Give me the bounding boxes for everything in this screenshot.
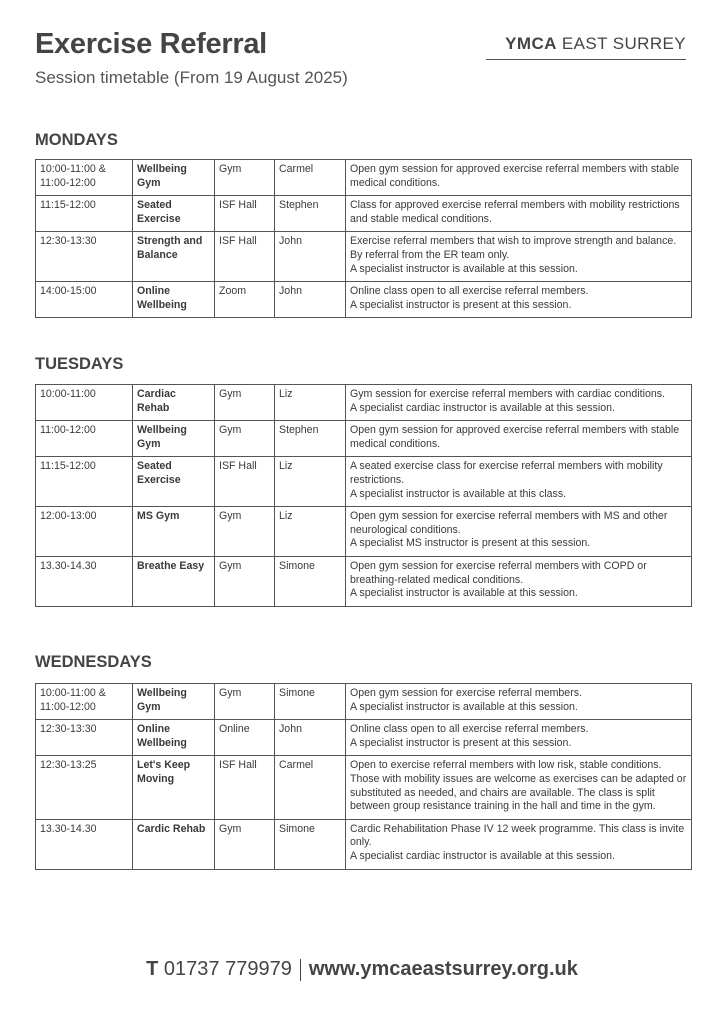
- session-time: 12:30-13:30: [36, 232, 133, 282]
- session-time: 11:15-12:00: [36, 196, 133, 232]
- session-time: 12:30-13:25: [36, 756, 133, 819]
- table-row: [36, 160, 692, 196]
- table-row: [36, 421, 692, 457]
- table-row: [36, 556, 692, 606]
- session-instructor: Stephen: [275, 421, 346, 457]
- description-line: By referral from the ER team only.: [350, 248, 510, 261]
- session-time: 14:00-15:00: [36, 282, 133, 318]
- session-description: [346, 756, 692, 819]
- session-instructor: John: [275, 720, 346, 756]
- session-name: Strength and Balance: [133, 232, 215, 282]
- session-description: [346, 282, 692, 318]
- description-line: Class for approved exercise referral members with mobility restrictions and stable medical conditions.: [350, 199, 680, 225]
- description-line: Cardic Rehabilitation Phase IV 12 week programme. This class is invite only.: [350, 822, 685, 849]
- session-instructor: Liz: [275, 385, 346, 421]
- description-line: A specialist instructor is available at this session.: [350, 587, 578, 600]
- day-heading-tuesday: TUESDAYS: [35, 355, 124, 373]
- brand-rest: EAST SURREY: [561, 34, 686, 53]
- tuesday-table: [35, 384, 692, 607]
- table-row: [36, 196, 692, 232]
- session-name: MS Gym: [133, 507, 215, 557]
- session-name: Seated Exercise: [133, 196, 215, 232]
- session-location: Gym: [215, 507, 275, 557]
- table-row: [36, 819, 692, 869]
- session-name: Wellbeing Gym: [133, 684, 215, 720]
- phone-label: T: [146, 958, 159, 980]
- session-description: [346, 684, 692, 720]
- session-instructor: Carmel: [275, 756, 346, 819]
- monday-table: [35, 159, 692, 318]
- session-location: Gym: [215, 421, 275, 457]
- session-description: [346, 819, 692, 869]
- session-time: 12:00-13:00: [36, 507, 133, 557]
- session-location: Gym: [215, 556, 275, 606]
- description-line: Open gym session for exercise referral members with COPD or breathing-related medical conditions.: [350, 559, 647, 586]
- session-description: [346, 556, 692, 606]
- session-instructor: Liz: [275, 507, 346, 557]
- session-description: [346, 507, 692, 557]
- session-time: 10:00-11:00 & 11:00-12:00: [36, 160, 133, 196]
- brand-bold: YMCA: [505, 34, 557, 53]
- description-line: Open gym session for approved exercise referral members with stable medical conditions.: [350, 163, 680, 189]
- session-instructor: Simone: [275, 819, 346, 869]
- table-row: [36, 684, 692, 720]
- wednesday-table: [35, 683, 692, 870]
- session-location: ISF Hall: [215, 196, 275, 232]
- session-location: ISF Hall: [215, 756, 275, 819]
- table-row: [36, 385, 692, 421]
- description-line: Exercise referral members that wish to improve strength and balance.: [350, 235, 677, 248]
- description-line: A specialist instructor is present at this session.: [350, 298, 572, 311]
- session-time: 13.30-14.30: [36, 556, 133, 606]
- session-instructor: Simone: [275, 684, 346, 720]
- session-location: Gym: [215, 385, 275, 421]
- session-description: [346, 160, 692, 196]
- session-location: Gym: [215, 160, 275, 196]
- description-line: Open to exercise referral members with low risk, stable conditions. Those with mobility issues are welcome as exercises can be adapted or substituted as needed, and chairs are available. The class is split between group resistance training in the hall and time in the gym.: [350, 759, 687, 813]
- session-location: Zoom: [215, 282, 275, 318]
- session-name: Let's Keep Moving: [133, 756, 215, 819]
- session-name: Online Wellbeing: [133, 720, 215, 756]
- table-row: [36, 232, 692, 282]
- session-name: Cardiac Rehab: [133, 385, 215, 421]
- description-line: A specialist instructor is available at this class.: [350, 487, 567, 500]
- description-line: Open gym session for exercise referral members.: [350, 687, 582, 699]
- description-line: A specialist instructor is available at this session.: [350, 262, 578, 275]
- description-line: Open gym session for exercise referral members with MS and other neurological conditions.: [350, 510, 668, 536]
- session-instructor: Liz: [275, 457, 346, 507]
- table-row: [36, 282, 692, 318]
- session-time: 11:15-12:00: [36, 457, 133, 507]
- brand-underline: [486, 59, 686, 60]
- phone-number: 01737 779979: [163, 958, 292, 980]
- description-line: A specialist cardiac instructor is available at this session.: [350, 849, 615, 862]
- description-line: A specialist cardiac instructor is available at this session.: [350, 401, 615, 414]
- table-row: [36, 720, 692, 756]
- session-description: [346, 457, 692, 507]
- description-line: Open gym session for approved exercise referral members with stable medical conditions.: [350, 424, 680, 450]
- session-location: Gym: [215, 684, 275, 720]
- session-name: Wellbeing Gym: [133, 421, 215, 457]
- description-line: A seated exercise class for exercise referral members with mobility restrictions.: [350, 460, 663, 486]
- footer-contact: [0, 958, 724, 981]
- session-time: 11:00-12:00: [36, 421, 133, 457]
- description-line: Gym session for exercise referral members with cardiac conditions.: [350, 388, 665, 400]
- session-name: Wellbeing Gym: [133, 160, 215, 196]
- session-name: Online Wellbeing: [133, 282, 215, 318]
- session-description: [346, 421, 692, 457]
- session-instructor: John: [275, 282, 346, 318]
- table-row: [36, 507, 692, 557]
- table-row: [36, 457, 692, 507]
- description-line: Online class open to all exercise referral members.: [350, 285, 589, 298]
- session-time: 13.30-14.30: [36, 819, 133, 869]
- description-line: A specialist instructor is present at this session.: [350, 736, 572, 749]
- day-heading-monday: MONDAYS: [35, 131, 118, 149]
- session-name: Cardic Rehab: [133, 819, 215, 869]
- session-name: Breathe Easy: [133, 556, 215, 606]
- session-description: [346, 385, 692, 421]
- table-row: [36, 756, 692, 819]
- session-instructor: Simone: [275, 556, 346, 606]
- session-instructor: Stephen: [275, 196, 346, 232]
- description-line: A specialist MS instructor is present at this session.: [350, 537, 591, 550]
- brand-logo: [505, 34, 686, 54]
- session-location: Gym: [215, 819, 275, 869]
- session-time: 10:00-11:00 & 11:00-12:00: [36, 684, 133, 720]
- day-heading-wednesday: WEDNESDAYS: [35, 653, 152, 671]
- session-location: ISF Hall: [215, 457, 275, 507]
- session-location: Online: [215, 720, 275, 756]
- description-line: Online class open to all exercise referral members.: [350, 723, 589, 736]
- session-name: Seated Exercise: [133, 457, 215, 507]
- session-description: [346, 196, 692, 232]
- footer-divider: [300, 959, 301, 981]
- session-instructor: Carmel: [275, 160, 346, 196]
- website-link[interactable]: www.ymcaeastsurrey.org.uk: [308, 958, 578, 980]
- description-line: A specialist instructor is available at this session.: [350, 700, 578, 713]
- page-title: Exercise Referral: [35, 28, 267, 60]
- page-subtitle: Session timetable (From 19 August 2025): [35, 68, 348, 87]
- session-time: 12:30-13:30: [36, 720, 133, 756]
- session-instructor: John: [275, 232, 346, 282]
- session-description: [346, 232, 692, 282]
- session-location: ISF Hall: [215, 232, 275, 282]
- session-time: 10:00-11:00: [36, 385, 133, 421]
- session-description: [346, 720, 692, 756]
